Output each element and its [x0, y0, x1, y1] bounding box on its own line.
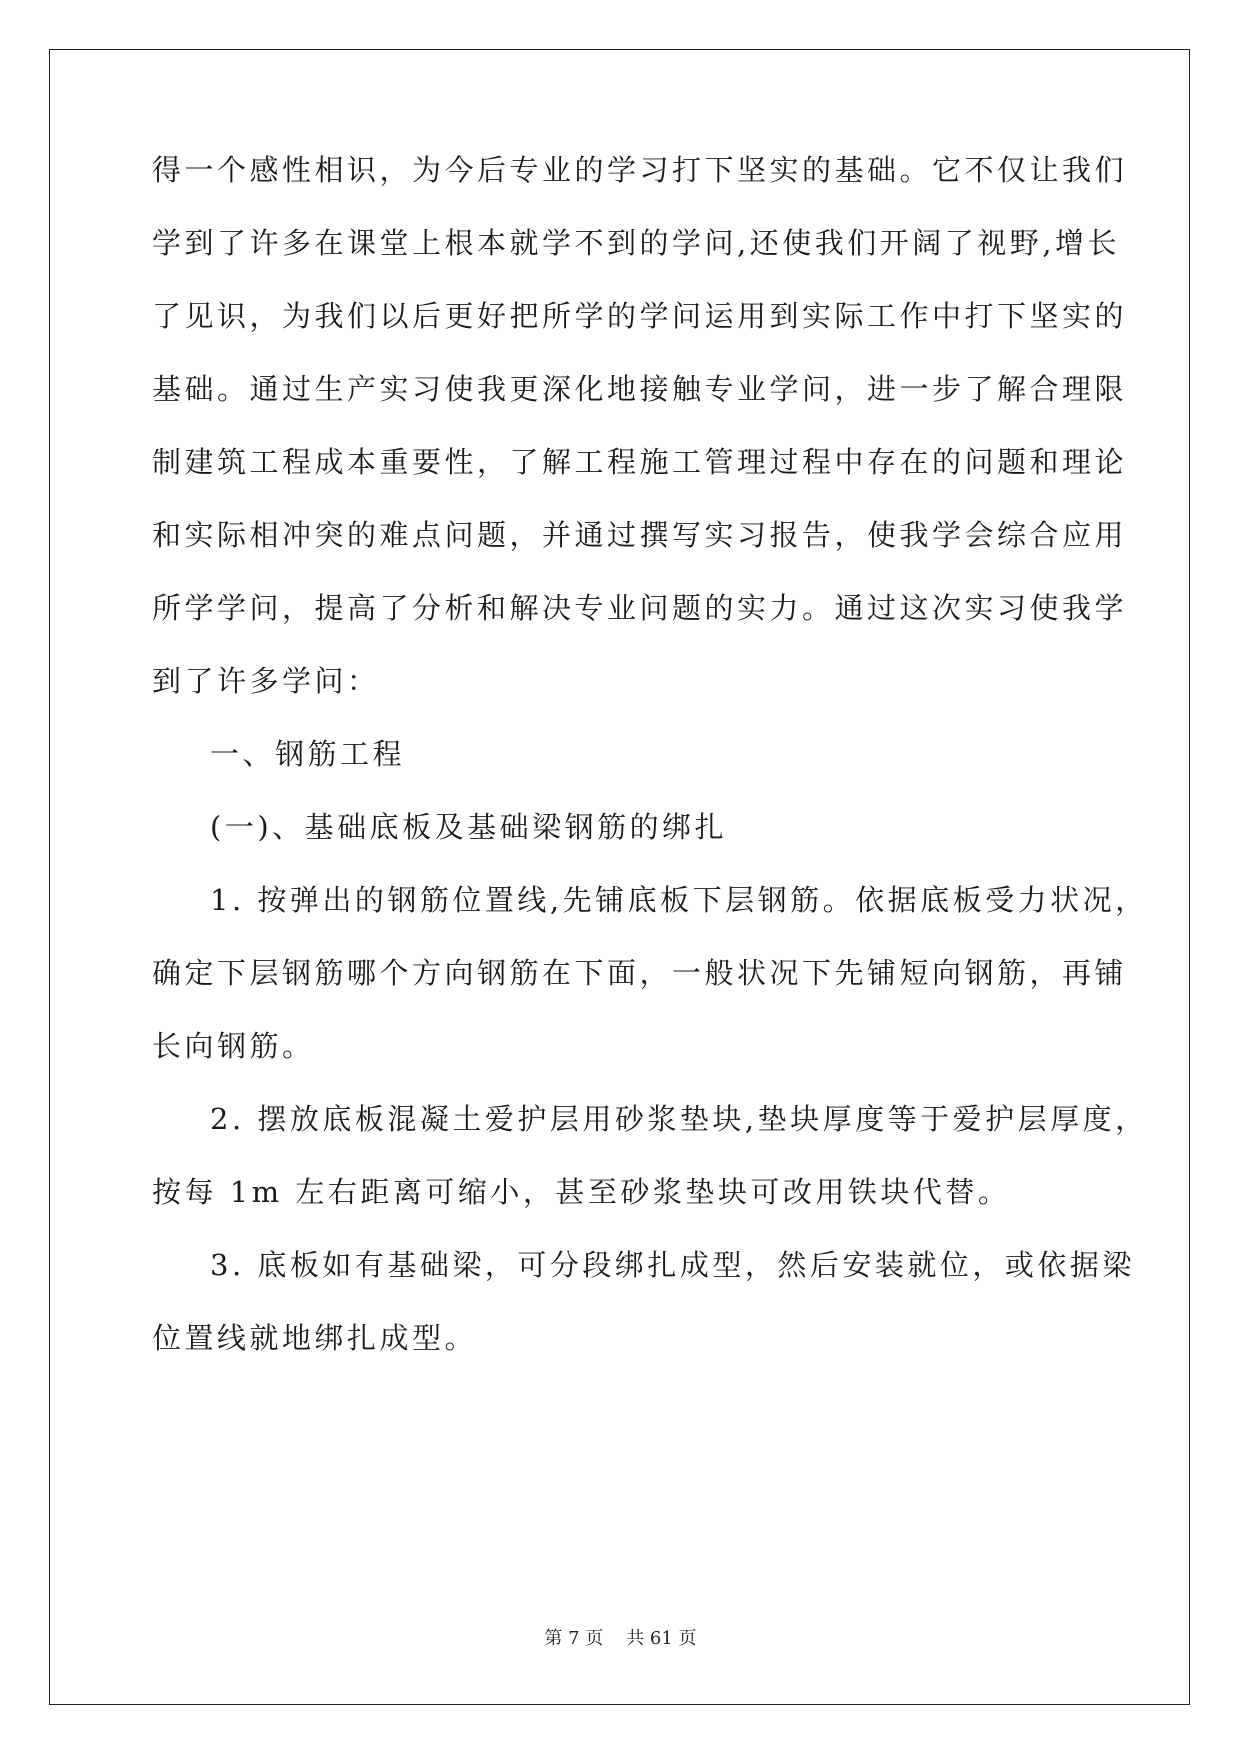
- section-heading: 一、钢筋工程: [210, 737, 406, 771]
- body-line: 3. 底板如有基础梁，可分段绑扎成型，然后安装就位，或依据梁: [210, 1248, 1135, 1282]
- body-line: 1. 按弹出的钢筋位置线,先铺底板下层钢筋。依据底板受力状况，: [210, 883, 1148, 917]
- body-line: 学到了许多在课堂上根本就学不到的学问,还使我们开阔了视野,增长: [152, 226, 1120, 260]
- subsection-heading: (一)、基础底板及基础梁钢筋的绑扎: [210, 810, 728, 844]
- body-line: 按每 1m 左右距离可缩小，甚至砂浆垫块可改用铁块代替。: [152, 1175, 1011, 1209]
- body-line: 得一个感性相识，为今后专业的学习打下坚实的基础。它不仅让我们: [152, 153, 1128, 187]
- body-line: 基础。通过生产实习使我更深化地接触专业学问，进一步了解合理限: [152, 372, 1128, 406]
- body-line: 和实际相冲突的难点问题，并通过撰写实习报告，使我学会综合应用: [152, 518, 1128, 552]
- page-footer: [0, 1627, 1241, 1651]
- body-line: 所学学问，提高了分析和解决专业问题的实力。通过这次实习使我学: [152, 591, 1128, 625]
- body-line: 位置线就地绑扎成型。: [152, 1321, 478, 1355]
- body-line: 长向钢筋。: [152, 1029, 315, 1063]
- body-line: 了见识，为我们以后更好把所学的学问运用到实际工作中打下坚实的: [152, 299, 1128, 333]
- body-line: 制建筑工程成本重要性，了解工程施工管理过程中存在的问题和理论: [152, 445, 1128, 479]
- body-line: 到了许多学问：: [152, 664, 380, 698]
- body-line: 2. 摆放底板混凝土爱护层用砂浆垫块,垫块厚度等于爱护层厚度，: [210, 1102, 1148, 1136]
- body-line: 确定下层钢筋哪个方向钢筋在下面，一般状况下先铺短向钢筋，再铺: [152, 956, 1128, 990]
- page-number: 第 7 页 共 61 页: [544, 1628, 697, 1649]
